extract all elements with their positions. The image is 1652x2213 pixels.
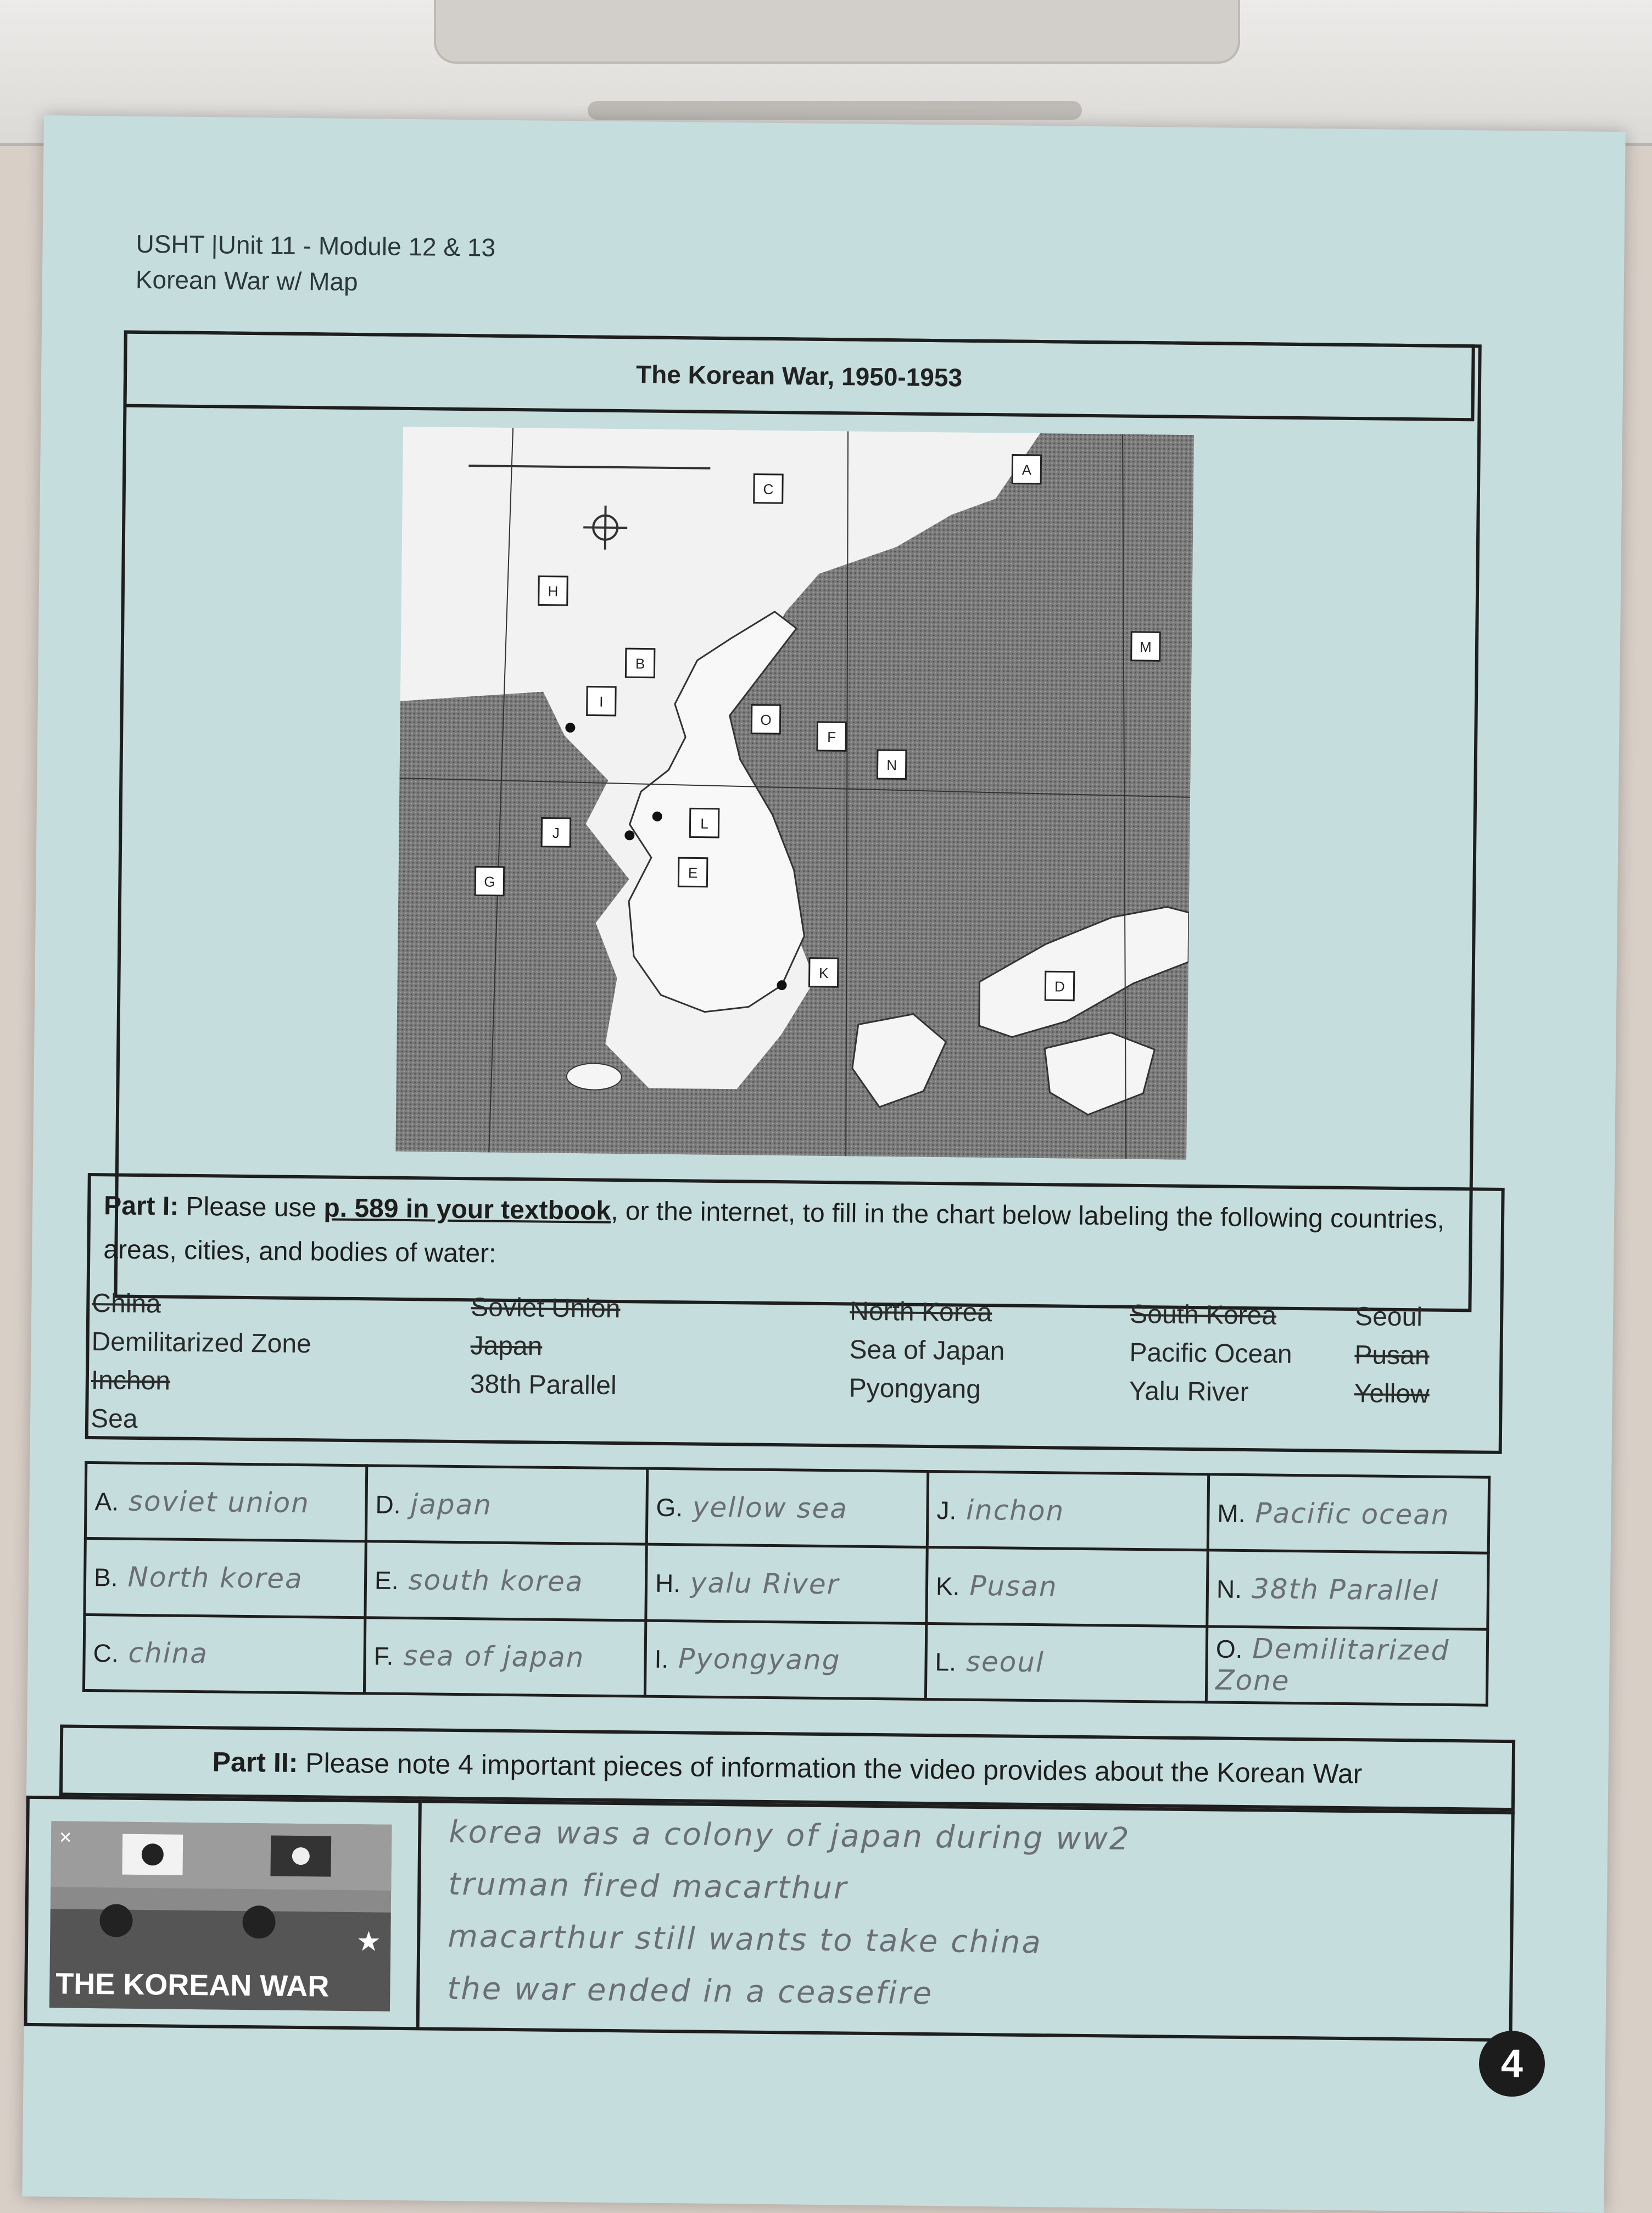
word-bank-term: North Korea: [849, 1296, 992, 1328]
jeju-island: [566, 1063, 621, 1090]
part1-instructions: [103, 1184, 1477, 1286]
map-label-e: E: [688, 864, 698, 881]
map-label-b: B: [635, 655, 645, 672]
word-bank-term: Pusan: [1354, 1340, 1430, 1371]
word-bank-term: Sea: [90, 1404, 138, 1434]
part2-heading: Part II:: [212, 1746, 298, 1779]
answer-letter: G.: [656, 1493, 683, 1522]
video-thumbnail-box: [24, 1796, 422, 2031]
answer-cell[interactable]: [645, 1620, 926, 1700]
korea-map: [395, 427, 1194, 1160]
handwritten-answer: Demilitarized Zone: [1215, 1633, 1450, 1697]
part2-text: Please note 4 important pieces of information the video provides about the Korean War: [298, 1747, 1363, 1790]
handwritten-answer: seoul: [956, 1645, 1045, 1679]
answer-cell[interactable]: [1208, 1474, 1489, 1553]
worksheet-paper: [22, 115, 1626, 2213]
answer-letter: B.: [93, 1563, 118, 1592]
handwritten-answer: Pacific ocean: [1245, 1496, 1450, 1531]
handwritten-answer: south korea: [398, 1563, 584, 1598]
laptop-hinge: [588, 101, 1082, 120]
handwritten-answer: Pusan: [959, 1569, 1058, 1603]
part2-instructions: [212, 1746, 1362, 1790]
map-label-h: H: [548, 583, 559, 600]
map-label-d: D: [1054, 978, 1065, 995]
map-label-k: K: [818, 964, 829, 982]
word-bank-term: China: [92, 1289, 161, 1319]
part1-text-before: Please use: [178, 1192, 324, 1223]
word-bank-term: Seoul: [1354, 1302, 1423, 1332]
video-caption: THE KOREAN WAR: [55, 1967, 330, 2003]
handwritten-note: korea was a colony of japan during ww2: [448, 1814, 1131, 1857]
map-label-o: O: [760, 711, 772, 728]
map-title-bar: [123, 331, 1475, 422]
handwritten-answer: inchon: [956, 1494, 1065, 1527]
map-label-c: C: [763, 480, 774, 498]
answer-letter: I.: [654, 1645, 669, 1674]
answer-cell[interactable]: [366, 1466, 647, 1545]
part1-heading: Part I:: [103, 1191, 179, 1221]
word-bank-term: Inchon: [91, 1366, 171, 1396]
answer-letter: L.: [935, 1647, 957, 1676]
answer-cell[interactable]: [646, 1544, 927, 1623]
word-bank-term: 38th Parallel: [470, 1370, 617, 1401]
handwritten-answer: yellow sea: [682, 1490, 849, 1525]
answer-cell[interactable]: [85, 1539, 366, 1618]
handwritten-answer: North korea: [118, 1561, 304, 1595]
map-label-l: L: [700, 815, 708, 832]
answer-letter: E.: [374, 1566, 399, 1595]
thumbnail-sky: [51, 1821, 392, 1890]
word-bank-term: South Korea: [1129, 1299, 1277, 1331]
answer-cell[interactable]: [1207, 1550, 1488, 1629]
word-bank-term: Pyongyang: [849, 1373, 981, 1404]
map-label-f: F: [827, 728, 836, 746]
handwritten-answer: yalu River: [680, 1567, 840, 1601]
answer-row: [85, 1462, 1489, 1553]
answer-row: [83, 1614, 1487, 1705]
answer-cell[interactable]: [927, 1547, 1208, 1627]
close-icon: ✕: [58, 1829, 72, 1847]
map-title: The Korean War, 1950-1953: [635, 360, 963, 392]
answer-cell[interactable]: [365, 1541, 646, 1620]
word-bank-term: Pacific Ocean: [1129, 1338, 1292, 1369]
handwritten-answer: china: [118, 1636, 209, 1670]
answer-cell[interactable]: [364, 1617, 645, 1696]
map-label-j: J: [552, 824, 560, 841]
word-bank-term: Japan: [470, 1331, 543, 1361]
part1-text-after: , or the internet, to fill in the chart below labeling the following countries, areas, cities, and bodies of water:: [103, 1196, 1445, 1268]
worksheet-course-header: USHT |Unit 11 - Module 12 & 13: [136, 229, 496, 262]
answer-letter: H.: [655, 1568, 681, 1598]
answer-letter: N.: [1216, 1574, 1242, 1603]
handwritten-note: truman fired macarthur: [448, 1866, 849, 1907]
handwritten-answer: Pyongyang: [668, 1642, 841, 1676]
notes-box: [420, 1800, 1515, 2042]
answer-letter: A.: [94, 1486, 119, 1516]
word-bank-term: Sea of Japan: [849, 1335, 1005, 1366]
handwritten-answer: japan: [400, 1488, 493, 1521]
worksheet-subtitle: Korean War w/ Map: [135, 265, 358, 297]
map-label-g: G: [484, 873, 495, 890]
answer-letter: J.: [936, 1495, 957, 1525]
answer-cell[interactable]: [925, 1623, 1207, 1702]
answer-letter: O.: [1215, 1634, 1243, 1664]
word-bank-term: Demilitarized Zone: [91, 1327, 312, 1359]
answer-letter: C.: [93, 1639, 119, 1668]
compass-rose-icon: [583, 527, 627, 528]
handwritten-note: the war ended in a ceasefire: [447, 1970, 934, 2012]
page-number-badge: 4: [1478, 2031, 1545, 2097]
answer-cell[interactable]: [927, 1471, 1208, 1550]
laptop-trackpad: [434, 0, 1240, 64]
answer-letter: D.: [375, 1490, 401, 1519]
word-bank-term: Yalu River: [1129, 1376, 1249, 1407]
map-label-n: N: [886, 757, 897, 774]
video-thumbnail: [27, 1799, 418, 2027]
map-label-i: I: [599, 693, 604, 710]
answer-cell[interactable]: [1206, 1626, 1487, 1705]
handwritten-answer: soviet union: [118, 1485, 310, 1519]
answer-letter: K.: [935, 1572, 960, 1601]
word-bank-term: Yellow: [1354, 1379, 1430, 1409]
textbook-reference: p. 589 in your textbook: [323, 1193, 611, 1226]
word-bank-term: Soviet Union: [471, 1293, 621, 1324]
map-label-m: M: [1139, 638, 1152, 656]
answer-cell[interactable]: [85, 1462, 366, 1541]
answer-row: [85, 1539, 1488, 1629]
answer-letter: M.: [1217, 1499, 1246, 1528]
answer-letter: F.: [373, 1641, 394, 1671]
handwritten-answer: 38th Parallel: [1241, 1572, 1439, 1607]
handwritten-note: macarthur still wants to take china: [447, 1918, 1043, 1961]
map-label-a: A: [1022, 461, 1032, 478]
star-icon: ★: [356, 1926, 381, 1957]
answer-cell[interactable]: [83, 1614, 365, 1694]
handwritten-answer: sea of japan: [393, 1640, 585, 1674]
answer-table: [82, 1461, 1491, 1707]
answer-cell[interactable]: [646, 1468, 928, 1547]
